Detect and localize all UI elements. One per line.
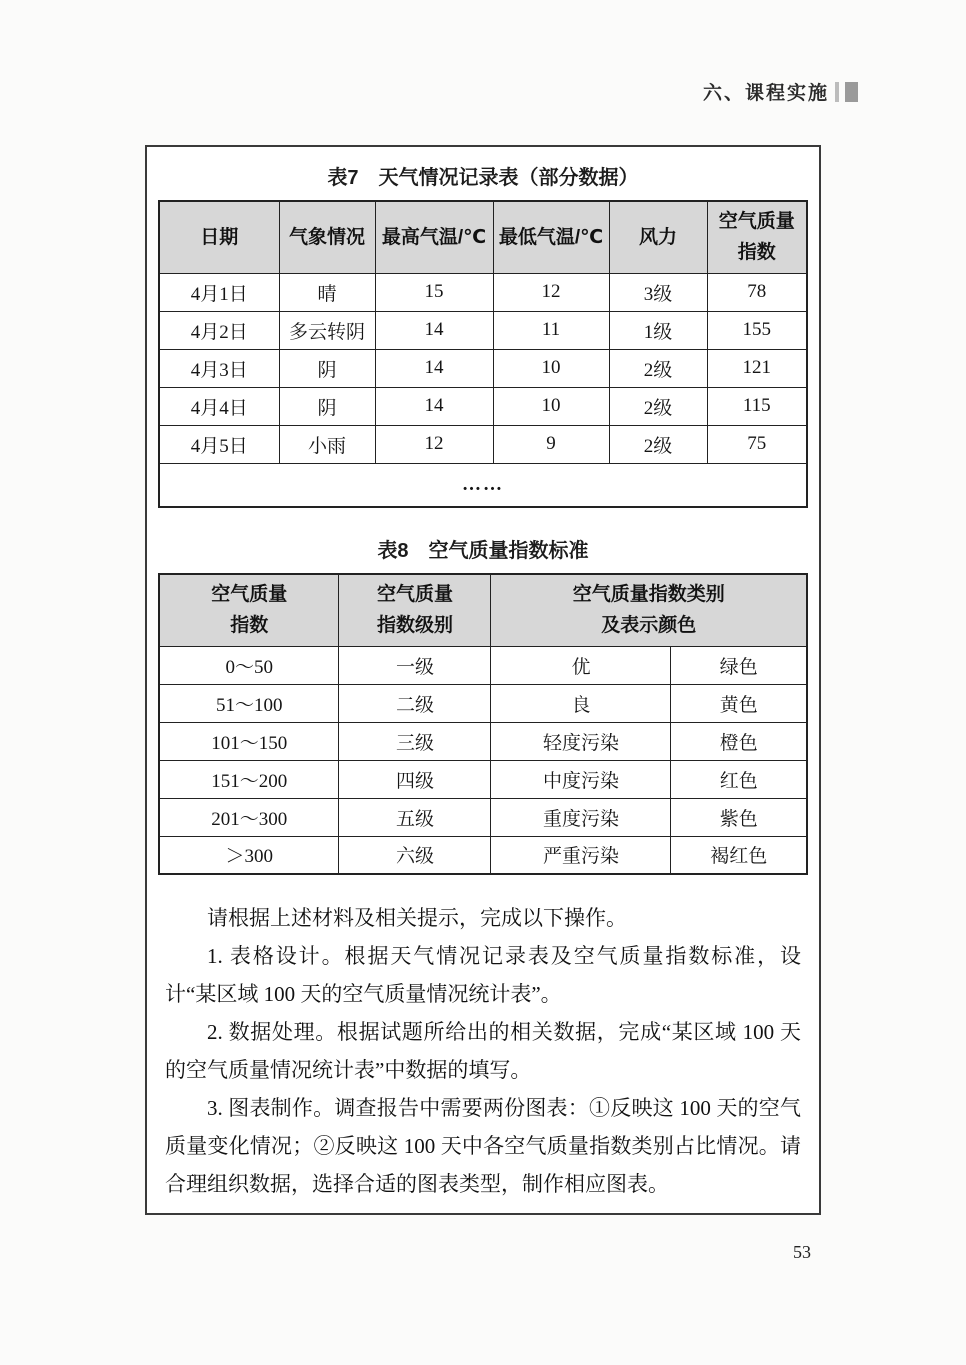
weather-record-table [158, 200, 808, 508]
cell-aqi: 78 [707, 273, 807, 311]
table-row [159, 836, 807, 874]
table-row [159, 722, 807, 760]
header-line: 空气质量 [718, 210, 795, 232]
instruction-item-1: 1. 表格设计。根据天气情况记录表及空气质量指数标准，设计“某区域 100 天的空气质量情况统计表”。 [165, 944, 801, 1006]
cell-max-temp: 14 [375, 349, 493, 387]
header-line: 最高气温/℃ [381, 226, 487, 248]
table8-caption: 表8 空气质量指数标准 [377, 540, 589, 562]
cell-aqi-category: 优 [491, 646, 671, 684]
ellipsis-cell: …… [159, 463, 807, 507]
cell-aqi-category: 良 [491, 684, 671, 722]
column-header-wind [609, 201, 707, 273]
cell-wind: 3级 [609, 273, 707, 311]
table-row [159, 387, 807, 425]
ellipsis-row [159, 463, 807, 507]
cell-aqi-range: 0～50 [159, 646, 339, 684]
cell-aqi-color: 紫色 [671, 798, 807, 836]
header-line: 空气质量 [211, 583, 288, 605]
cell-max-temp: 15 [375, 273, 493, 311]
cell-min-temp: 10 [493, 349, 609, 387]
cell-date: 4月4日 [159, 387, 279, 425]
instruction-item-2: 2. 数据处理。根据试题所给出的相关数据，完成“某区域 100 天的空气质量情况统计表”中数据的填写。 [165, 1020, 801, 1082]
running-head [0, 78, 858, 105]
cell-wind: 2级 [609, 349, 707, 387]
cell-aqi-range: 51～100 [159, 684, 339, 722]
table-row [159, 425, 807, 463]
cell-aqi-level: 六级 [339, 836, 491, 874]
cell-aqi-level: 三级 [339, 722, 491, 760]
cell-weather: 小雨 [279, 425, 375, 463]
cell-max-temp: 14 [375, 311, 493, 349]
table-row [159, 273, 807, 311]
cell-aqi-level: 五级 [339, 798, 491, 836]
header-bar-icon [835, 82, 839, 102]
cell-aqi-range: ＞300 [159, 836, 339, 874]
cell-aqi: 121 [707, 349, 807, 387]
column-header-aqi-value [159, 574, 339, 646]
cell-weather: 阴 [279, 387, 375, 425]
cell-aqi-category: 轻度污染 [491, 722, 671, 760]
cell-aqi-range: 151～200 [159, 760, 339, 798]
cell-aqi: 115 [707, 387, 807, 425]
cell-date: 4月3日 [159, 349, 279, 387]
header-line: 指数 [230, 615, 269, 637]
section-title: 六、课程实施 [702, 83, 829, 104]
header-line: 气象情况 [288, 226, 365, 248]
cell-date: 4月1日 [159, 273, 279, 311]
cell-min-temp: 12 [493, 273, 609, 311]
cell-aqi-color: 褐红色 [671, 836, 807, 874]
cell-aqi-color: 黄色 [671, 684, 807, 722]
table8-header-row [159, 574, 807, 646]
header-line: 最低气温/℃ [498, 226, 604, 248]
cell-wind: 2级 [609, 387, 707, 425]
cell-aqi-level: 四级 [339, 760, 491, 798]
aqi-standard-table [158, 573, 808, 875]
cell-min-temp: 9 [493, 425, 609, 463]
header-line: 日期 [200, 226, 239, 248]
header-line: 空气质量 [376, 583, 453, 605]
column-header-aqi [707, 201, 807, 273]
column-header-aqi-level [339, 574, 491, 646]
header-bar-icon [845, 82, 858, 102]
instructions-intro: 请根据上述材料及相关提示，完成以下操作。 [207, 906, 627, 930]
column-header-weather [279, 201, 375, 273]
instructions [165, 899, 801, 1203]
cell-aqi-range: 201～300 [159, 798, 339, 836]
cell-aqi-category: 重度污染 [491, 798, 671, 836]
header-line: 风力 [638, 226, 677, 248]
cell-aqi-color: 绿色 [671, 646, 807, 684]
cell-aqi: 155 [707, 311, 807, 349]
cell-aqi-color: 橙色 [671, 722, 807, 760]
table-row [159, 311, 807, 349]
table-row [159, 760, 807, 798]
header-line: 空气质量指数类别 [572, 583, 725, 605]
header-line: 指数 [737, 242, 776, 264]
column-header-date [159, 201, 279, 273]
cell-weather: 晴 [279, 273, 375, 311]
column-header-max-temp [375, 201, 493, 273]
cell-max-temp: 12 [375, 425, 493, 463]
cell-aqi-color: 红色 [671, 760, 807, 798]
cell-aqi-category: 中度污染 [491, 760, 671, 798]
cell-weather: 多云转阴 [279, 311, 375, 349]
cell-aqi-range: 101～150 [159, 722, 339, 760]
table-row [159, 646, 807, 684]
column-header-aqi-category-color [491, 574, 807, 646]
table-row [159, 798, 807, 836]
cell-aqi-category: 严重污染 [491, 836, 671, 874]
page-number: 53 [793, 1242, 811, 1262]
cell-aqi-level: 二级 [339, 684, 491, 722]
column-header-min-temp [493, 201, 609, 273]
cell-min-temp: 10 [493, 387, 609, 425]
cell-wind: 1级 [609, 311, 707, 349]
cell-aqi: 75 [707, 425, 807, 463]
cell-wind: 2级 [609, 425, 707, 463]
table7-caption: 表7 天气情况记录表（部分数据） [327, 167, 639, 189]
cell-date: 4月2日 [159, 311, 279, 349]
cell-date: 4月5日 [159, 425, 279, 463]
table-row [159, 349, 807, 387]
cell-min-temp: 11 [493, 311, 609, 349]
cell-aqi-level: 一级 [339, 646, 491, 684]
instruction-item-3: 3. 图表制作。调查报告中需要两份图表：①反映这 100 天的空气质量变化情况；②反映这 100 天中各空气质量指数类别占比情况。请合理组织数据，选择合适的图表类型，制作相应图表。 [165, 1096, 801, 1196]
content-box [145, 145, 821, 1215]
header-line: 指数级别 [376, 615, 453, 637]
cell-weather: 阴 [279, 349, 375, 387]
table7-header-row [159, 201, 807, 273]
cell-max-temp: 14 [375, 387, 493, 425]
table-row [159, 684, 807, 722]
header-line: 及表示颜色 [601, 615, 697, 637]
